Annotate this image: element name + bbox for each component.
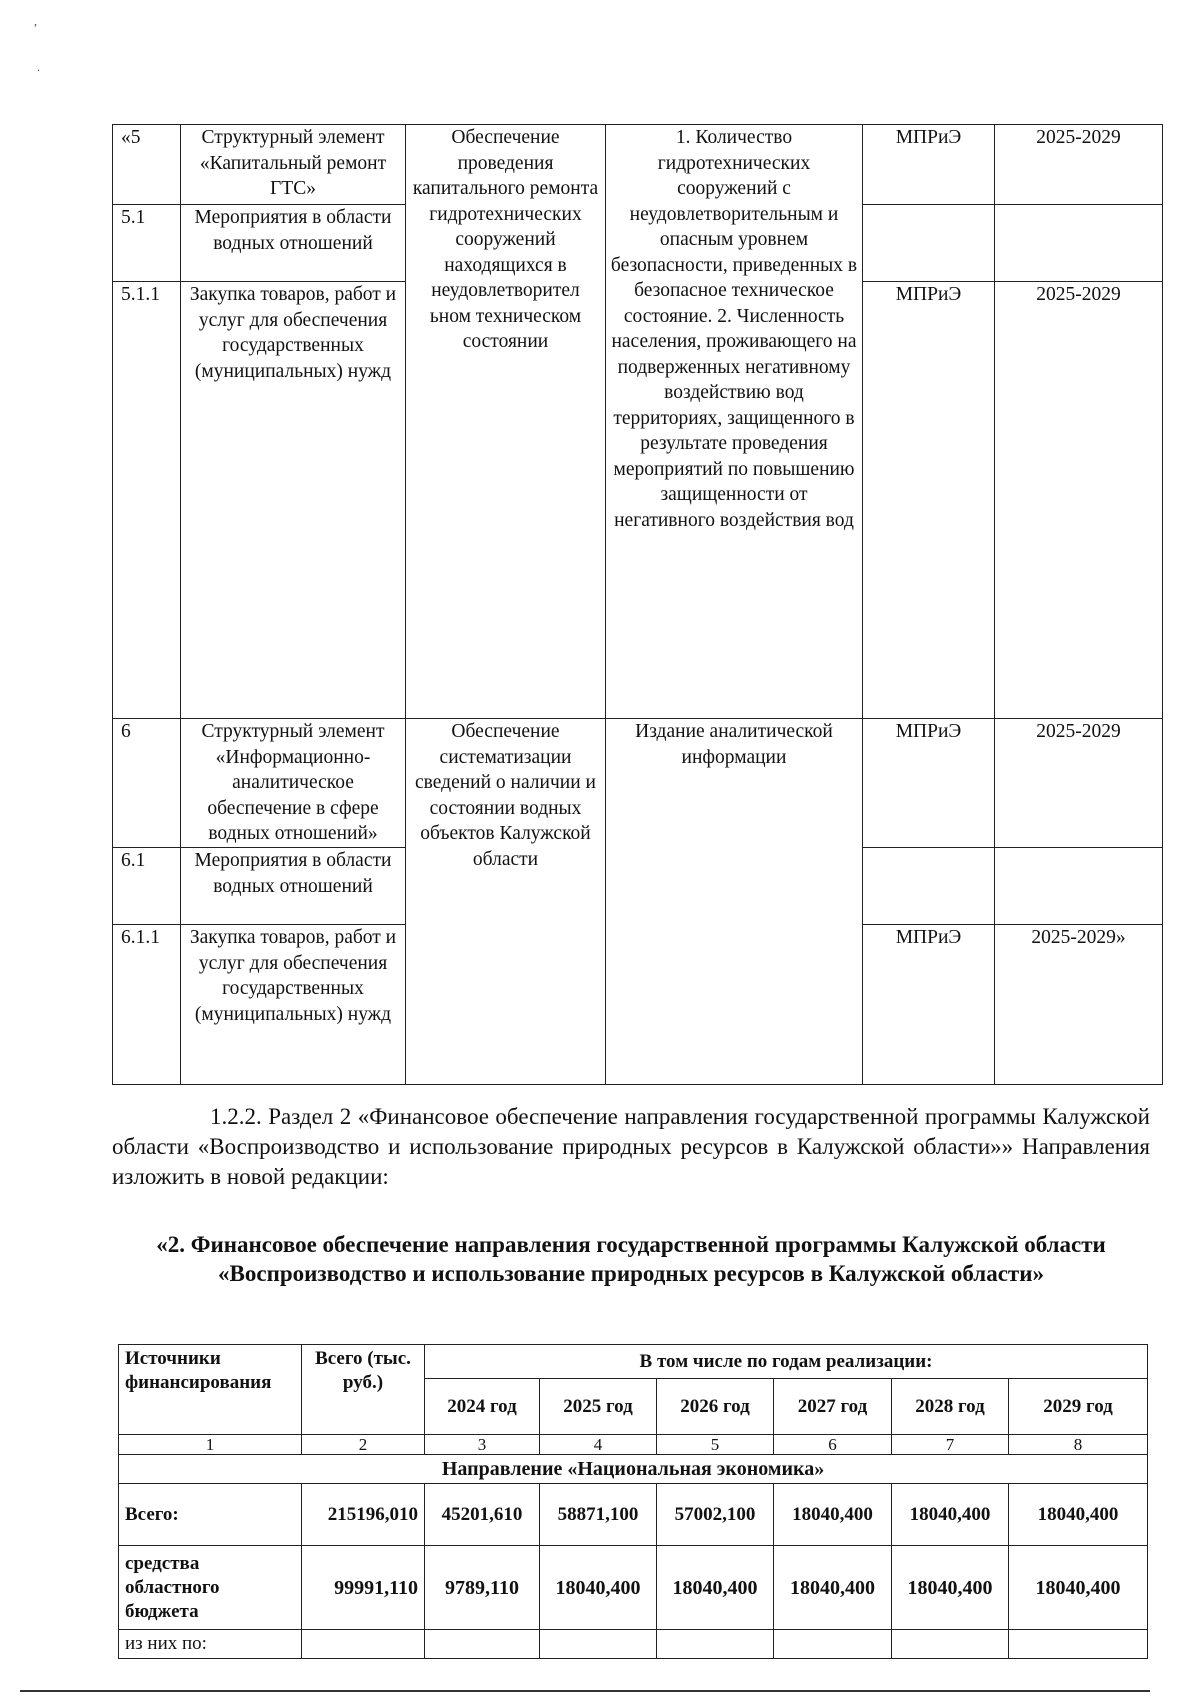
task-cell: Обеспечение проведения капитального ремонта гидротехнических сооружений находящихся в неудовлетворител ьном техническом состоянии (406, 125, 606, 719)
row-label: Всего: (119, 1484, 302, 1546)
element-name: Мероприятия в области водных отношений (181, 848, 406, 925)
scan-mark: . (37, 60, 40, 74)
executor-cell: МПРиЭ (863, 925, 995, 1085)
period-cell: 2025-2029 (995, 125, 1163, 205)
structural-elements-table (112, 124, 1163, 1085)
value-cell (774, 1630, 892, 1659)
executor-cell (863, 205, 995, 282)
value-cell: 99991,110 (302, 1546, 425, 1630)
period-cell (995, 205, 1163, 282)
section-heading: «2. Финансовое обеспечение направления государственной программы Калужской области «Воспроизводство и использование природных ресурсов в Калужской области» (156, 1232, 1106, 1286)
value-cell: 18040,400 (774, 1484, 892, 1546)
period-cell: 2025-2029 (995, 719, 1163, 848)
value-cell (425, 1630, 540, 1659)
value-cell: 18040,400 (1009, 1546, 1148, 1630)
header-year: 2027 год (774, 1379, 892, 1435)
value-cell: 18040,400 (540, 1546, 657, 1630)
value-cell: 18040,400 (892, 1484, 1009, 1546)
header-total: Всего (тыс. руб.) (302, 1345, 425, 1435)
row-num: 5.1.1 (113, 282, 181, 719)
element-name: Структурный элемент «Капитальный ремонт ГТС» (181, 125, 406, 205)
column-number: 8 (1009, 1435, 1148, 1455)
value-cell: 9789,110 (425, 1546, 540, 1630)
value-cell: 57002,100 (657, 1484, 774, 1546)
indicator-cell: Издание аналитической информации (606, 719, 863, 1085)
executor-cell (863, 848, 995, 925)
column-number: 3 (425, 1435, 540, 1455)
finance-table (118, 1344, 1148, 1659)
header-year: 2025 год (540, 1379, 657, 1435)
section-row: Направление «Национальная экономика» (119, 1455, 1148, 1484)
page-bottom-rule (20, 1690, 1150, 1692)
amendment-paragraph: 1.2.2. Раздел 2 «Финансовое обеспечение направления государственной программы Калужской области «Воспроизводство и использование природных ресурсов в Калужской области»» Направления изложить в новой редакции: (112, 1104, 1150, 1189)
header-year: 2028 год (892, 1379, 1009, 1435)
header-year: 2026 год (657, 1379, 774, 1435)
element-name: Структурный элемент «Информационно-аналитическое обеспечение в сфере водных отношений» (181, 719, 406, 848)
value-cell: 18040,400 (774, 1546, 892, 1630)
indicator-cell: 1. Количество гидротехнических сооружений с неудовлетворительным и опасным уровнем безопасности, приведенных в безопасное техническое состояние. 2. Численность населения, проживающего на подверженных негативному воздействию вод территориях, защищенного в результате проведения мероприятий по повышению защищенности от негативного воздействия вод (606, 125, 863, 719)
period-cell (995, 848, 1163, 925)
value-cell: 45201,610 (425, 1484, 540, 1546)
executor-cell: МПРиЭ (863, 125, 995, 205)
value-cell (1009, 1630, 1148, 1659)
header-years-group: В том числе по годам реализации: (425, 1345, 1148, 1379)
value-cell: 18040,400 (892, 1546, 1009, 1630)
column-number: 7 (892, 1435, 1009, 1455)
column-number: 4 (540, 1435, 657, 1455)
row-num: 6.1.1 (113, 925, 181, 1085)
element-name: Мероприятия в области водных отношений (181, 205, 406, 282)
column-number: 6 (774, 1435, 892, 1455)
value-cell (302, 1630, 425, 1659)
value-cell: 18040,400 (657, 1546, 774, 1630)
period-cell: 2025-2029» (995, 925, 1163, 1085)
element-name: Закупка товаров, работ и услуг для обеспечения государственных (муниципальных) нужд (181, 925, 406, 1085)
row-num: 6 (113, 719, 181, 848)
period-cell: 2025-2029 (995, 282, 1163, 719)
column-number: 2 (302, 1435, 425, 1455)
row-num: «5 (113, 125, 181, 205)
scan-mark: , (34, 14, 37, 28)
value-cell (657, 1630, 774, 1659)
header-year: 2029 год (1009, 1379, 1148, 1435)
executor-cell: МПРиЭ (863, 719, 995, 848)
value-cell (540, 1630, 657, 1659)
column-number: 5 (657, 1435, 774, 1455)
column-number: 1 (119, 1435, 302, 1455)
row-label: средства областного бюджета (119, 1546, 302, 1630)
row-label: из них по: (119, 1630, 302, 1659)
row-num: 6.1 (113, 848, 181, 925)
row-num: 5.1 (113, 205, 181, 282)
value-cell: 58871,100 (540, 1484, 657, 1546)
header-year: 2024 год (425, 1379, 540, 1435)
value-cell: 215196,010 (302, 1484, 425, 1546)
element-name: Закупка товаров, работ и услуг для обеспечения государственных (муниципальных) нужд (181, 282, 406, 719)
value-cell: 18040,400 (1009, 1484, 1148, 1546)
task-cell: Обеспечение систематизации сведений о наличии и состоянии водных объектов Калужской области (406, 719, 606, 1085)
executor-cell: МПРиЭ (863, 282, 995, 719)
header-sources: Источники финансирования (119, 1345, 302, 1435)
value-cell (892, 1630, 1009, 1659)
